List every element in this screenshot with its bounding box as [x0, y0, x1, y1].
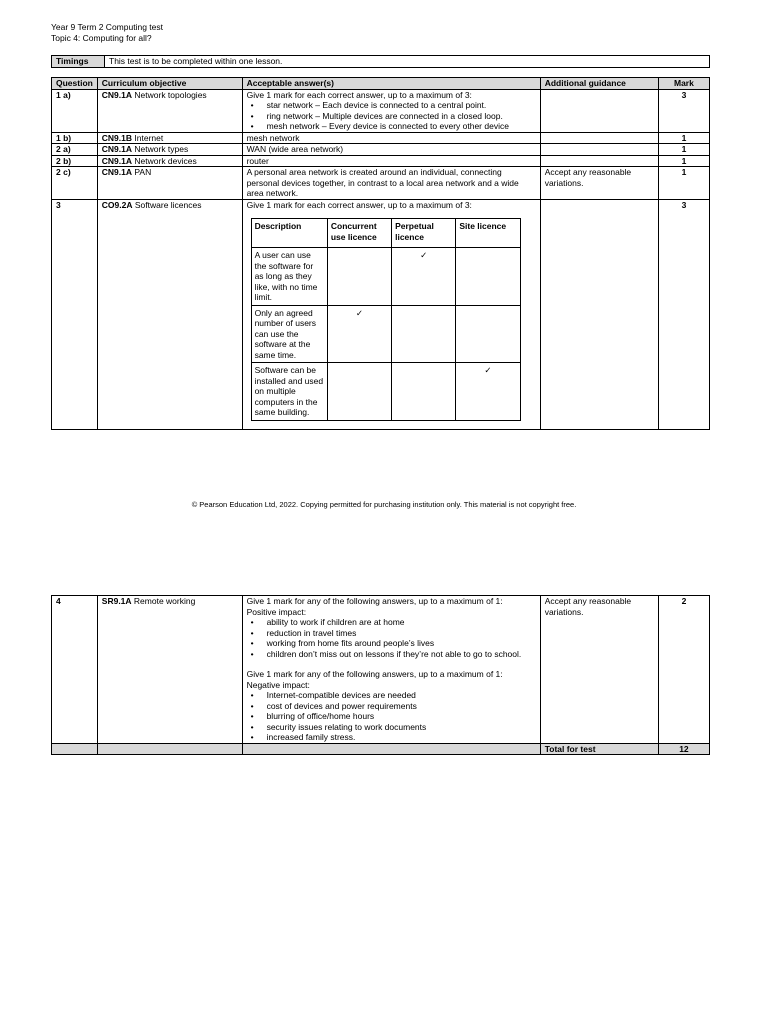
- licence-description: Software can be installed and used on multiple computers in the same building.: [251, 363, 327, 421]
- objective-code: CO9.2A: [101, 199, 133, 210]
- guidance-cell: [540, 144, 658, 156]
- objective-cell: [97, 132, 242, 144]
- guidance-cell: Accept any reasonable variations.: [540, 167, 658, 200]
- tick-mark: ✓: [327, 305, 391, 363]
- test-title: Year 9 Term 2 Computing test: [51, 22, 163, 32]
- question-number: 4: [52, 596, 98, 744]
- licence-row: [251, 305, 520, 363]
- positive-impact-list: [247, 617, 536, 659]
- tick-mark: [327, 363, 391, 421]
- objective-cell: [97, 199, 242, 429]
- guidance-cell: [540, 199, 658, 429]
- objective-label: Network topologies: [134, 89, 207, 100]
- question-number: 2 c): [52, 167, 98, 200]
- answer-cell: [242, 89, 540, 132]
- licence-col-description: Description: [251, 219, 327, 248]
- tick-mark: ✓: [456, 363, 520, 421]
- list-item: • star network – Each device is connected to a central point.: [263, 100, 536, 111]
- list-item: • children don’t miss out on lessons if they’re not able to go to school.: [263, 649, 536, 660]
- list-item: • Internet-compatible devices are needed: [263, 690, 536, 701]
- total-value: 12: [658, 743, 709, 755]
- objective-cell: [97, 144, 242, 156]
- answer-intro: Give 1 mark for each correct answer, up to a maximum of 3:: [246, 199, 472, 210]
- licence-col-site: Site licence: [456, 219, 520, 248]
- list-item: • blurring of office/home hours: [263, 711, 536, 722]
- question-number: 3: [52, 199, 98, 429]
- total-row: [52, 743, 710, 755]
- tick-mark: [327, 248, 391, 306]
- objective-label: Software licences: [134, 199, 202, 210]
- objective-code: CN9.1A: [101, 155, 133, 166]
- guidance-cell: [540, 155, 658, 167]
- timings-table: [51, 55, 710, 68]
- answer-intro: Give 1 mark for each correct answer, up to a maximum of 3:: [246, 89, 472, 100]
- tick-mark: ✓: [392, 248, 456, 306]
- licence-description: Only an agreed number of users can use the software at the same time.: [251, 305, 327, 363]
- answer-cell: A personal area network is created around an individual, connecting personal devices together, in contrast to a local area network and a wide area network.: [242, 167, 540, 200]
- objective-cell: [97, 155, 242, 167]
- table-row: [52, 89, 710, 132]
- copyright-notice: © Pearson Education Ltd, 2022. Copying permitted for purchasing institution only. This material is not copyright free.: [191, 500, 577, 509]
- col-answers: Acceptable answer(s): [242, 78, 540, 90]
- objective-code: CN9.1A: [101, 167, 133, 177]
- list-item: • ring network – Multiple devices are connected in a closed loop.: [263, 111, 536, 122]
- objective-code: CN9.1A: [101, 89, 133, 100]
- answer-cell: router: [242, 155, 540, 167]
- document-header: [51, 22, 163, 44]
- answer-cell: WAN (wide area network): [242, 144, 540, 156]
- table-row: [52, 167, 710, 200]
- licence-row: [251, 363, 520, 421]
- table-row: [52, 132, 710, 144]
- list-item: • working from home fits around people’s lives: [263, 638, 536, 649]
- tick-mark: [456, 305, 520, 363]
- licence-table: [251, 218, 521, 421]
- answer-intro: Give 1 mark for any of the following answers, up to a maximum of 1:: [246, 669, 503, 679]
- guidance-cell: Accept any reasonable variations.: [540, 596, 658, 744]
- licence-col-perpetual: Perpetual licence: [392, 219, 456, 248]
- answer-cell: mesh network: [242, 132, 540, 144]
- guidance-cell: [540, 89, 658, 132]
- mark-scheme-table: [51, 77, 710, 430]
- table-row: [52, 596, 710, 744]
- answer-cell: [242, 596, 540, 744]
- tick-mark: [392, 363, 456, 421]
- tick-mark: [456, 248, 520, 306]
- list-item: • mesh network – Every device is connected to every other device: [263, 121, 536, 132]
- objective-code: CN9.1A: [101, 144, 133, 154]
- question-number: 2 b): [52, 155, 98, 167]
- mark-value: 2: [658, 596, 709, 744]
- mark-value: 1: [658, 155, 709, 167]
- objective-cell: [97, 596, 242, 744]
- objective-label: Network devices: [134, 155, 197, 166]
- timings-label: Timings: [52, 56, 105, 68]
- answer-intro: Give 1 mark for any of the following answers, up to a maximum of 1:: [246, 596, 503, 606]
- objective-code: SR9.1A: [101, 596, 132, 606]
- objective-code: CN9.1B: [101, 132, 133, 143]
- timings-text: This test is to be completed within one lesson.: [105, 56, 710, 68]
- table-row: [52, 144, 710, 156]
- positive-impact-heading: Positive impact:: [246, 606, 307, 617]
- topic-title: Topic 4: Computing for all?: [51, 33, 152, 43]
- mark-scheme-table-continued: [51, 595, 710, 755]
- col-question: Question: [52, 78, 98, 90]
- licence-col-concurrent: Concurrent use licence: [327, 219, 391, 248]
- list-item: • security issues relating to work documents: [263, 722, 536, 733]
- objective-label: Internet: [134, 132, 164, 143]
- objective-cell: [97, 89, 242, 132]
- licence-header-row: [251, 219, 520, 248]
- table-header-row: [52, 78, 710, 90]
- list-item: • increased family stress.: [263, 732, 536, 743]
- question-number: 1 a): [52, 89, 98, 132]
- licence-row: [251, 248, 520, 306]
- answer-list: [247, 100, 536, 132]
- tick-mark: [392, 305, 456, 363]
- table-row: [52, 155, 710, 167]
- question-number: 1 b): [52, 132, 98, 144]
- col-objective: Curriculum objective: [97, 78, 242, 90]
- objective-label: Remote working: [133, 596, 196, 606]
- objective-label: PAN: [134, 167, 152, 177]
- mark-value: 3: [658, 199, 709, 429]
- licence-description: A user can use the software for as long as they like, with no time limit.: [251, 248, 327, 306]
- negative-impact-heading: Negative impact:: [246, 679, 310, 690]
- mark-value: 1: [658, 167, 709, 200]
- table-row: [52, 199, 710, 429]
- col-mark: Mark: [658, 78, 709, 90]
- list-item: • cost of devices and power requirements: [263, 701, 536, 712]
- list-item: • reduction in travel times: [263, 628, 536, 639]
- guidance-cell: [540, 132, 658, 144]
- objective-label: Network types: [134, 144, 189, 154]
- mark-value: 1: [658, 132, 709, 144]
- question-number: 2 a): [52, 144, 98, 156]
- col-guidance: Additional guidance: [540, 78, 658, 90]
- negative-impact-list: [247, 690, 536, 743]
- total-label: Total for test: [540, 743, 658, 755]
- objective-cell: [97, 167, 242, 200]
- answer-cell: [242, 199, 540, 429]
- mark-value: 1: [658, 144, 709, 156]
- mark-value: 3: [658, 89, 709, 132]
- list-item: • ability to work if children are at home: [263, 617, 536, 628]
